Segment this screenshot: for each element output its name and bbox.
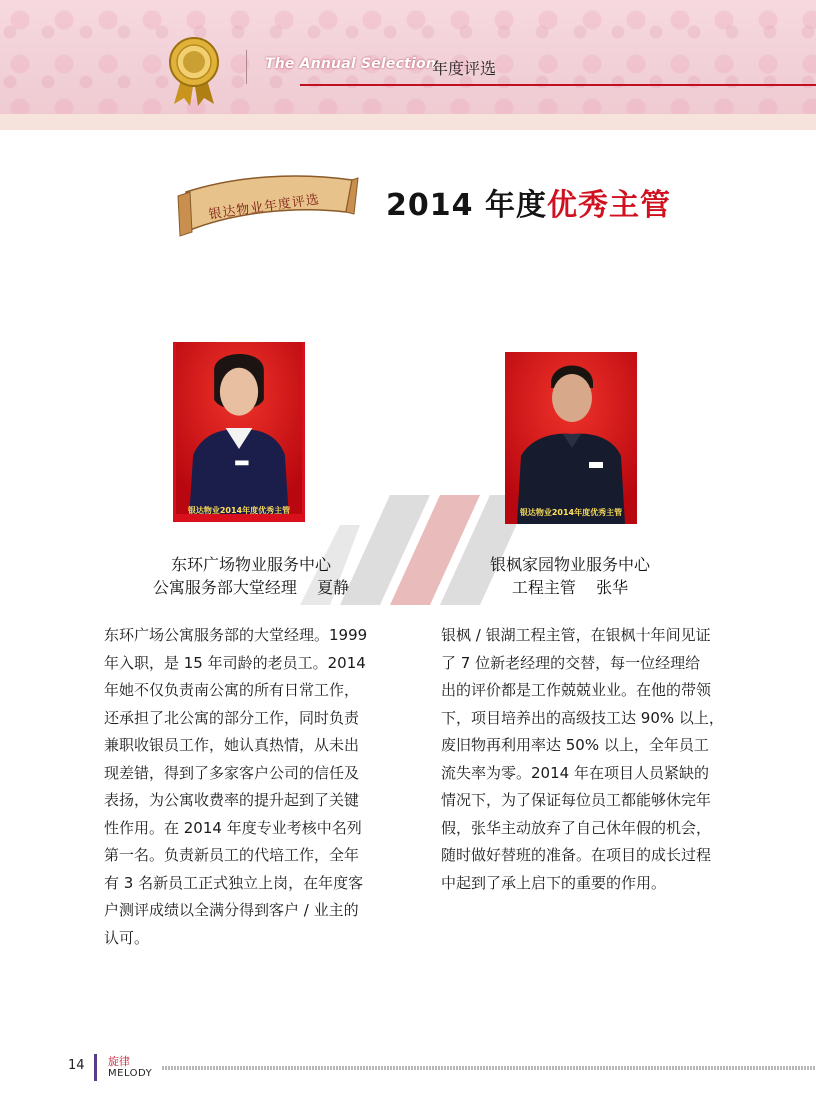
text-line: 出的评价都是工作兢兢业业。在他的带领 <box>441 681 712 699</box>
portrait-caption-1: 银达物业2014年度优秀主管 <box>187 506 291 515</box>
portrait-photo-2 <box>505 352 637 524</box>
person-2-role-name: 工程主管 张华 <box>511 578 629 597</box>
text-line: 中起到了承上启下的重要的作用。 <box>441 873 667 892</box>
portrait-caption-2: 银达物业2014年度优秀主管 <box>519 508 623 517</box>
text-line: 现差错，得到了多家客户公司的信任及 <box>104 763 360 782</box>
text-line: 户测评成绩以全满分得到客户 / 业主的 <box>104 901 359 919</box>
header-bottom-strip <box>0 114 816 130</box>
text-line: 废旧物再利用率达 50% 以上，全年员工 <box>441 736 709 754</box>
person-2-org: 银枫家园物业服务中心 <box>489 555 650 574</box>
text-line: 认可。 <box>104 928 150 947</box>
header-band <box>0 0 816 130</box>
text-line: 流失率为零。2014 年在项目人员紧缺的 <box>441 763 709 782</box>
text-line: 性作用。在 2014 年度专业考核中名列 <box>104 818 362 837</box>
header-separator <box>246 50 247 84</box>
header-title-en: The Annual Selection <box>265 56 436 72</box>
text-line: 还承担了北公寓的部分工作，同时负责 <box>104 708 360 727</box>
footer-rule <box>162 1066 816 1070</box>
person-2-description <box>441 622 741 897</box>
text-line: 下，项目培养出的高级技工达 90% 以上， <box>441 708 724 727</box>
page-title <box>386 180 671 224</box>
footer-accent-bar <box>94 1054 97 1081</box>
brand-name-en: MELODY <box>108 1068 153 1079</box>
text-line: 了 7 位新老经理的交替，每一位经理给 <box>441 653 701 672</box>
header-rule <box>300 84 816 86</box>
text-line: 东环广场公寓服务部的大堂经理。1999 <box>104 626 368 644</box>
text-line: 随时做好替班的准备。在项目的成长过程 <box>441 846 712 864</box>
text-line: 银枫 / 银湖工程主管，在银枫十年间见证 <box>441 626 711 644</box>
header-title-cn: 年度评选 <box>432 59 497 78</box>
text-line: 有 3 名新员工正式独立上岗，在年度客 <box>104 873 364 892</box>
person-1-role-name: 公寓服务部大堂经理 夏静 <box>152 578 350 597</box>
text-line: 表扬，为公寓收费率的提升起到了关键 <box>104 791 360 809</box>
person-1-org: 东环广场物业服务中心 <box>170 555 331 574</box>
page-title-year: 2014 年度 <box>386 188 547 223</box>
text-line: 第一名。负责新员工的代培工作，全年 <box>104 846 360 864</box>
portrait-photo-1 <box>173 342 305 522</box>
gold-medal-icon <box>166 36 222 108</box>
page-number: 14 <box>68 1058 85 1073</box>
text-line: 年她不仅负责南公寓的所有日常工作， <box>104 681 360 699</box>
portrait-woman <box>173 342 305 514</box>
person-1-description <box>104 622 404 952</box>
text-line: 年入职，是 15 年司龄的老员工。2014 <box>104 653 366 672</box>
brand-name-cn: 旋律 <box>108 1055 130 1068</box>
person-2-title <box>440 553 700 599</box>
text-line: 兼职收银员工作，她认真热情，从未出 <box>104 736 360 754</box>
text-line: 情况下，为了保证每位员工都能够休完年 <box>441 791 712 809</box>
portrait-man <box>505 352 637 524</box>
text-line: 假，张华主动放弃了自己休年假的机会， <box>441 818 712 837</box>
person-1-title <box>116 553 386 599</box>
banner-text: 银达物业年度评选 <box>207 192 321 223</box>
page-title-highlight: 优秀主管 <box>546 188 671 223</box>
